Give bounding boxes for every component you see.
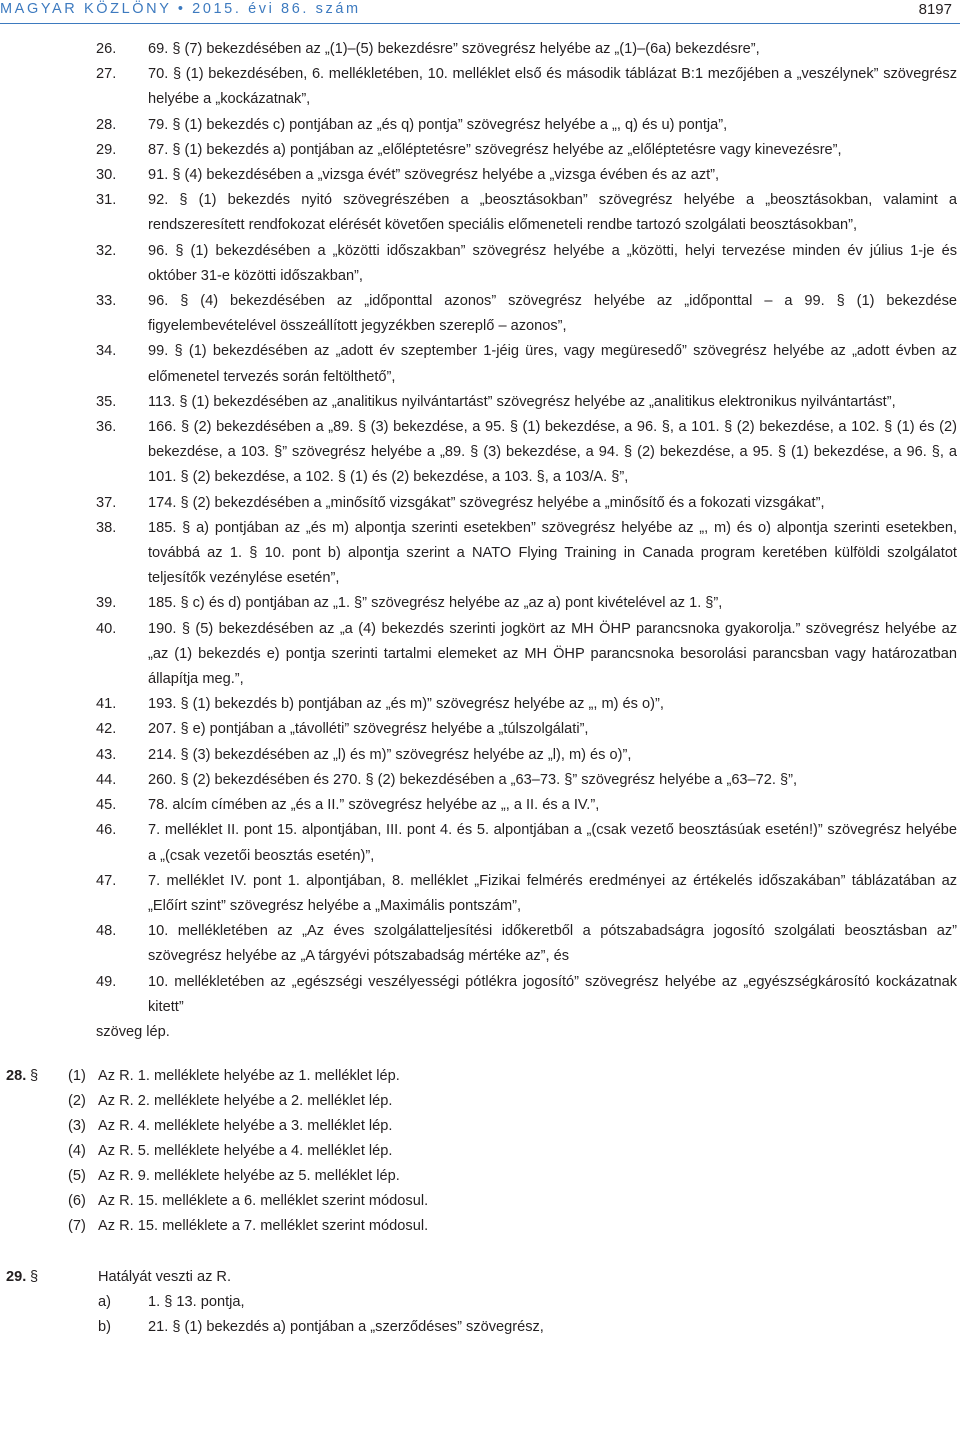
paragraph-item — [0, 1064, 960, 1089]
amendment-number: 48. — [96, 923, 117, 940]
amendment-text: 193. § (1) bekezdés b) pontjában az „és m)” szövegrész helyébe az „, m) és o)”, — [148, 696, 664, 713]
paragraph-item — [0, 1214, 960, 1239]
amendment-item — [0, 818, 960, 868]
amendment-text: 214. § (3) bekezdésében az „l) és m)” szövegrész helyébe az „l), m) és o)”, — [148, 746, 632, 763]
header-divider — [0, 23, 960, 24]
amendment-number: 34. — [96, 343, 117, 360]
amendment-number: 43. — [96, 746, 117, 763]
amendment-item — [0, 591, 960, 616]
amendment-number: 31. — [96, 192, 117, 209]
amendment-item — [0, 239, 960, 289]
amendment-item — [0, 768, 960, 793]
page-header — [0, 0, 960, 22]
amendment-number: 28. — [96, 116, 117, 133]
amendment-text: 87. § (1) bekezdés a) pontjában az „előléptetésre” szövegrész helyébe az „előléptetésre vagy kinevezésre”, — [148, 141, 842, 158]
amendment-text: 79. § (1) bekezdés c) pontjában az „és q) pontja” szövegrész helyébe a „, q) és u) pontja”, — [148, 116, 728, 133]
section-29 — [0, 1265, 960, 1340]
paragraph-item — [0, 1114, 960, 1139]
point-item — [0, 1315, 960, 1340]
amendment-item — [0, 390, 960, 415]
point-label: a) — [98, 1294, 111, 1311]
amendment-number: 41. — [96, 696, 117, 713]
amendment-item — [0, 793, 960, 818]
amendment-item — [0, 113, 960, 138]
point-item — [0, 1290, 960, 1315]
paragraph-text: Az R. 2. melléklete helyébe a 2. melléklet lép. — [98, 1093, 393, 1110]
amendment-text: 99. § (1) bekezdésében az „adott év szeptember 1-jéig üres, vagy megüresedő” szövegrész helyébe az „adott évben az előmenetel tervezés során feltölthető”, — [148, 343, 957, 385]
section-sign: § — [30, 1269, 39, 1286]
paragraph-item — [0, 1189, 960, 1214]
amendment-text: 70. § (1) bekezdésében, 6. mellékletében, 10. melléklet első és második táblázat B:1 mezőjében a „veszélynek” szövegrész helyébe a „kockázatnak”, — [148, 66, 957, 108]
paragraph-text: Az R. 5. melléklete helyébe a 4. melléklet lép. — [98, 1143, 393, 1160]
paragraph-text: Az R. 15. melléklete a 7. melléklet szerint módosul. — [98, 1218, 429, 1235]
amendment-number: 29. — [96, 141, 117, 158]
amendment-item — [0, 289, 960, 339]
amendment-item — [0, 188, 960, 238]
amendment-number: 37. — [96, 494, 117, 511]
amendment-item — [0, 869, 960, 919]
amendment-text: 96. § (4) bekezdésében az „időponttal azonos” szövegrész helyébe az „időponttal – a 99. § (1) bekezdése figyelembevételével összeállított jegyzékben szereplő – azonos”, — [148, 293, 957, 335]
amendment-number: 38. — [96, 519, 117, 536]
section-29-points — [0, 1290, 960, 1340]
amendment-item — [0, 970, 960, 1020]
amendment-text: 10. mellékletében az „egészségi veszélyességi pótlékra jogosító” szövegrész helyébe az „egyészségkárosító kockázatnak kitett” — [148, 973, 957, 1015]
amendment-number: 32. — [96, 242, 117, 259]
amendment-item — [0, 743, 960, 768]
point-text: 21. § (1) bekezdés a) pontjában a „szerződéses” szövegrész, — [148, 1319, 544, 1336]
amendment-text: 166. § (2) bekezdésében a „89. § (3) bekezdése, a 95. § (1) bekezdése, a 96. §, a 101. § (2) bekezdése, a 102. § (1) és (2) bekezdése, a 103. §” szövegrész helyébe a „89. § (3) bekezdése, a 94. § (2) bekezdése, a 95. § (1) bekezdése, a 96. §, a 101. § (2) bekezdése, a 102. § (1) és (2) bekezdése, a 103. §, a 103/A. §”, — [148, 419, 957, 486]
paragraph-text: Az R. 9. melléklete helyébe az 5. melléklet lép. — [98, 1168, 400, 1185]
section-29-intro: Hatályát veszti az R. — [98, 1269, 232, 1286]
amendment-text: 174. § (2) bekezdésében a „minősítő vizsgákat” szövegrész helyébe a „minősítő és a fokozati vizsgákat”, — [148, 494, 825, 511]
amendment-number: 47. — [96, 872, 117, 889]
section-number: 29. — [6, 1269, 27, 1286]
amendment-number: 26. — [96, 41, 117, 57]
amendment-text: 7. melléklet IV. pont 1. alpontjában, 8. melléklet „Fizikai felmérés eredményei az értékelés időszakában” táblázatában az „Előírt szint” szövegrész helyébe a „Maximális pontszám”, — [148, 872, 957, 914]
paragraph-text: Az R. 4. melléklete helyébe a 3. melléklet lép. — [98, 1118, 393, 1135]
amendment-text: 92. § (1) bekezdés nyitó szövegrészében a „beosztásokban” szövegrész helyébe a „beosztásokban, valamint a rendszeresített rendfokozat elérését követően speciális előmeneteli rendbe tartozó szolgálati beosztásokban”, — [148, 192, 957, 234]
amendment-text: 69. § (7) bekezdésében az „(1)–(5) bekezdésre” szövegrész helyébe az „(1)–(6a) bekezdésre”, — [148, 41, 760, 57]
amendment-number: 30. — [96, 167, 117, 184]
paragraph-item — [0, 1164, 960, 1189]
amendment-item — [0, 37, 960, 62]
amendment-text: 10. mellékletében az „Az éves szolgálatteljesítési időkeretből a pótszabadságra jogosító szolgálati beosztásban az” szövegrész helyébe az „A tárgyévi pótszabadság mértéke az”, és — [148, 923, 957, 965]
amendment-text: 113. § (1) bekezdésében az „analitikus nyilvántartást” szövegrész helyébe az „analitikus elektronikus nyilvántartást”, — [148, 393, 896, 410]
amendment-text: 91. § (4) bekezdésében a „vizsga évét” szövegrész helyébe a „vizsga évében és az azt”, — [148, 167, 720, 184]
amendment-list — [0, 37, 960, 1020]
section-28 — [0, 1064, 960, 1239]
paragraph-number: (2) — [68, 1093, 86, 1110]
amendment-number: 46. — [96, 822, 117, 839]
amendment-item — [0, 491, 960, 516]
paragraph-number: (1) — [68, 1068, 86, 1085]
point-text: 1. § 13. pontja, — [148, 1294, 245, 1311]
paragraph-number: (6) — [68, 1193, 86, 1210]
section-sign: § — [30, 1068, 39, 1085]
amendment-item — [0, 339, 960, 389]
amendment-text: 96. § (1) bekezdésében a „közötti időszakban” szövegrész helyébe a „közötti, helyi tervezése minden év július 1-je és október 31-e közötti időszakban”, — [148, 242, 957, 284]
amendment-item — [0, 415, 960, 491]
amendment-item — [0, 138, 960, 163]
paragraph-item — [0, 1139, 960, 1164]
amendment-number: 33. — [96, 293, 117, 310]
amendment-item — [0, 617, 960, 693]
amendment-number: 49. — [96, 973, 117, 990]
paragraph-text: Az R. 1. melléklete helyébe az 1. melléklet lép. — [98, 1068, 400, 1085]
paragraph-number: (4) — [68, 1143, 86, 1160]
paragraph-number: (7) — [68, 1218, 86, 1235]
amendment-item — [0, 692, 960, 717]
paragraph-text: Az R. 15. melléklete a 6. melléklet szerint módosul. — [98, 1193, 429, 1210]
amendment-item — [0, 919, 960, 969]
amendment-number: 45. — [96, 797, 117, 814]
page-number: 8197 — [918, 1, 952, 18]
amendment-number: 36. — [96, 419, 117, 436]
amendment-number: 35. — [96, 393, 117, 410]
amendment-text: 7. melléklet II. pont 15. alpontjában, III. pont 4. és 5. alpontjában a „(csak vezető beosztásúak esetén!)” szövegrész helyébe a „(csak vezetői beosztás esetén)”, — [148, 822, 957, 864]
point-label: b) — [98, 1319, 111, 1336]
paragraph-number: (3) — [68, 1118, 86, 1135]
amendment-item — [0, 163, 960, 188]
paragraph-item — [0, 1089, 960, 1114]
publication-title: MAGYAR KÖZLÖNY • 2015. évi 86. szám — [0, 1, 361, 17]
amendment-number: 40. — [96, 620, 117, 637]
amendment-text: 207. § e) pontjában a „távolléti” szövegrész helyébe a „túlszolgálati”, — [148, 721, 589, 738]
amendment-item — [0, 516, 960, 592]
amendment-number: 44. — [96, 771, 117, 788]
amendment-text: 78. alcím címében az „és a II.” szövegrész helyébe az „, a II. és a IV.”, — [148, 797, 600, 814]
section-number: 28. — [6, 1068, 27, 1085]
amendment-number: 39. — [96, 595, 117, 612]
amendment-number: 42. — [96, 721, 117, 738]
closing-text: szöveg lép. — [96, 1023, 170, 1040]
paragraph-number: (5) — [68, 1168, 86, 1185]
document-body — [0, 37, 960, 1340]
amendment-text: 190. § (5) bekezdésében az „a (4) bekezdés szerinti jogkört az MH ÖHP parancsnoka gyakorolja.” szövegrész helyébe az „az (1) bekezdés e) pontja szerinti tartalmi elemeket az MH ÖHP parancsnoka besorolási parancsban vagy határozatban állapítja meg.”, — [148, 620, 957, 688]
amendment-text: 185. § a) pontjában az „és m) alpontja szerinti esetekben” szövegrész helyébe az „, m) és o) alpontja szerinti esetekben, továbbá az 1. § 10. pont b) alpontja szerint a NATO Flying Training in Canada program keretében külföldi szolgálatot teljesítők vezénylése esetén”, — [148, 519, 957, 587]
amendment-item — [0, 717, 960, 742]
amendment-item — [0, 62, 960, 112]
amendment-number: 27. — [96, 66, 117, 83]
amendment-text: 185. § c) és d) pontjában az „1. §” szövegrész helyébe az „az a) pont kivételével az 1. §”, — [148, 595, 723, 612]
amendment-text: 260. § (2) bekezdésében és 270. § (2) bekezdésében a „63–73. §” szövegrész helyébe a „63–72. §”, — [148, 771, 798, 788]
section-28-items — [0, 1064, 960, 1239]
